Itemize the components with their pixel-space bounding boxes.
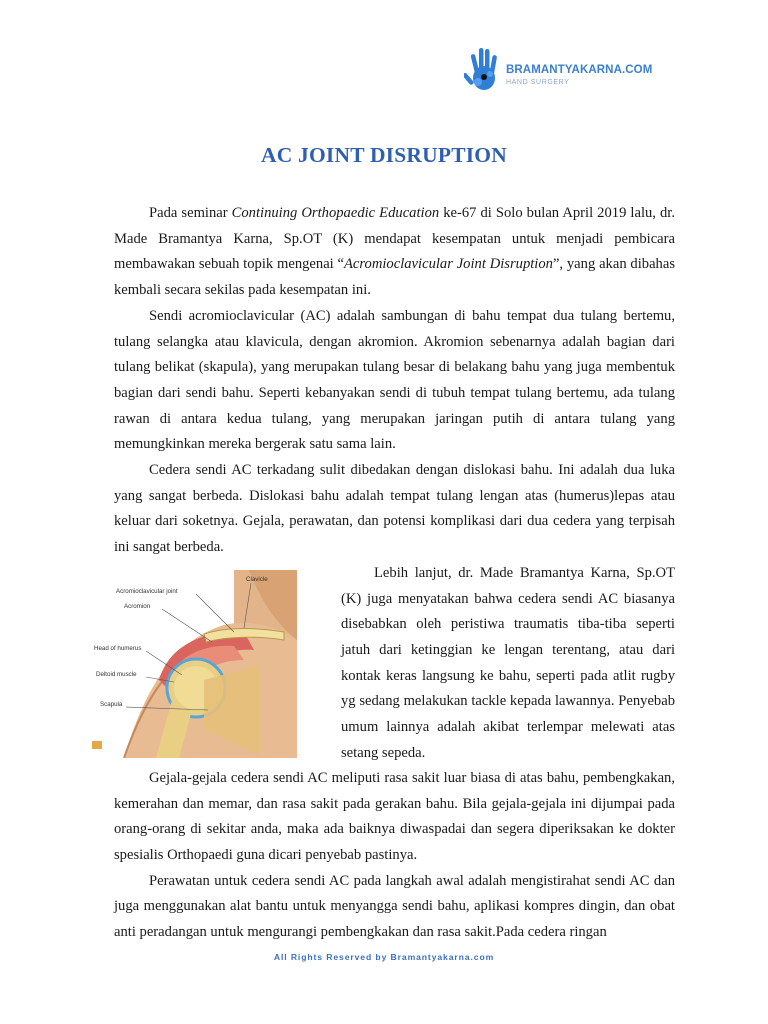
- document-title: AC JOINT DISRUPTION: [261, 143, 507, 167]
- small-logo-mark: [92, 741, 102, 749]
- paragraph-2: Sendi acromioclavicular (AC) adalah sambungan di bahu tempat dua tulang bertemu, tulang selangka atau klavicula, dengan akromion. Akromion sebenarnya adalah bagian dari tulang belikat (skapula), yang merupakan tulang besar di belakang bahu yang juga membentuk bagian dari sendi bahu. Seperti kebanyakan sendi di tubuh tempat tulang bertemu, ada tulang rawan di antara kedua tulang, yang merupakan jaringan putih di antara tulang yang memungkinkan mereka bergerak satu sama lain.: [114, 307, 675, 453]
- label-ac-joint: Acromioclavicular joint: [116, 587, 178, 595]
- label-scapula: Scapula: [100, 700, 123, 708]
- shoulder-anatomy-illustration: [84, 570, 297, 758]
- p1-text-middle: ke-67 di Solo bulan April 2019 lalu, dr. Made Bramantya Karna, Sp.OT (K) mendapat kesempatan untuk menjadi pembicara membawakan sebuah topik mengenai “: [114, 205, 675, 273]
- paragraph-5: Gejala-gejala cedera sendi AC meliputi rasa sakit luar biasa di atas bahu, pembengkakan, kemerahan dan memar, dan rasa sakit pada gerakan bahu. Bila gejala-gejala ini dijumpai pada orang-orang di sekitar anda, maka ada baiknya diwaspadai dan segera diperiksakan ke dokter spesialis Orthopaedi guna dicari penyebab pastinya.: [114, 769, 675, 863]
- label-deltoid-muscle: Deltoid muscle: [96, 670, 137, 678]
- paragraph-3: Cedera sendi AC terkadang sulit dibedakan dengan dislokasi bahu. Ini adalah dua luka yang sangat berbeda. Dislokasi bahu adalah tempat tulang lengan atas (humerus)lepas atau keluar dari soketnya. Gejala, perawatan, dan potensi komplikasi dari dua cedera yang terpisah ini sangat berbeda.: [114, 462, 675, 556]
- paragraph-4: Lebih lanjut, dr. Made Bramantya Karna, Sp.OT (K) juga menyatakan bahwa cedera sendi AC biasanya disebabkan oleh peristiwa traumatis tiba-tiba seperti jatuh dari ketinggian ke lengan terentang, atau dari kontak keras langsung ke bahu, seperti pada atlit rugby yg sedang melakukan tackle kepada lawannya. Penyebab umum lainnya adalah akibat terlempar melewati atas setang sepeda.: [341, 564, 675, 761]
- p1-emphasis-seminar: Continuing Orthopaedic Education: [231, 205, 440, 221]
- label-acromion: Acromion: [124, 602, 151, 610]
- label-clavicle: Clavicle: [246, 575, 268, 583]
- paragraph-1: [114, 201, 675, 304]
- p1-text-end: ”, yang akan dibahas kembali secara sekilas pada kesempatan ini.: [114, 256, 675, 299]
- logo-name: BRAMANTYAKARNA.COM: [506, 64, 653, 76]
- site-logo: [464, 44, 653, 100]
- blue-hand-icon: [464, 44, 504, 100]
- paragraph-6: Perawatan untuk cedera sendi AC pada langkah awal adalah mengistirahat sendi AC dan juga menggunakan alat bantu untuk menyangga sendi bahu, aplikasi kompres dingin, dan obat anti peradangan untuk mengurangi pembengkakan dan rasa sakit.Pada cedera ringan: [114, 872, 675, 941]
- footer-copyright: All Rights Reserved by Bramantyakarna.com: [273, 952, 495, 962]
- p1-emphasis-topic: Acromioclavicular Joint Disruption: [344, 256, 553, 273]
- document-body: [94, 201, 675, 946]
- side-text-column: [341, 561, 675, 767]
- p1-text-start: Pada seminar: [149, 205, 232, 221]
- logo-subtitle: HAND SURGERY: [506, 79, 570, 86]
- figure-row: [94, 561, 675, 766]
- label-head-of-humerus: Head of humerus: [94, 644, 142, 652]
